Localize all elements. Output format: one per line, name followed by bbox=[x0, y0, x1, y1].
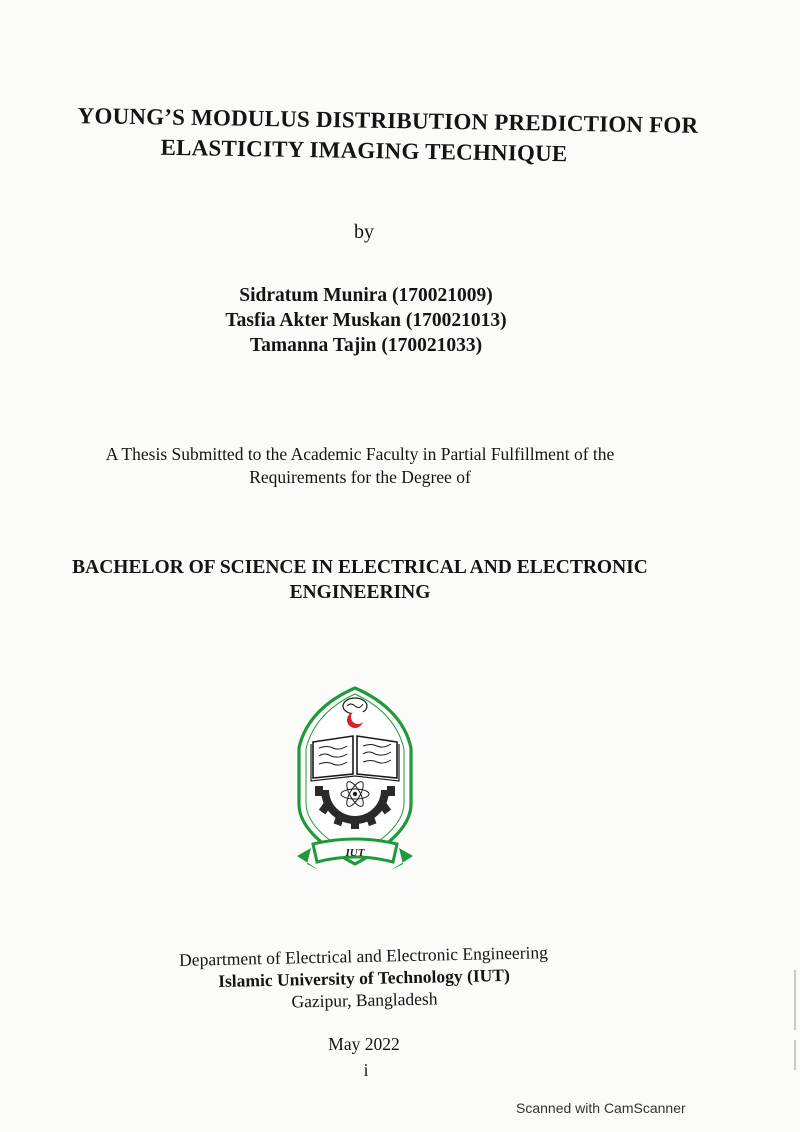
institution-block bbox=[0, 937, 765, 1020]
submission-statement bbox=[0, 443, 760, 489]
thesis-title-line-1: YOUNG’S MODULUS DISTRIBUTION PREDICTION FOR bbox=[77, 103, 699, 138]
submission-date: May 2022 bbox=[328, 1034, 400, 1054]
scanner-watermark: Scanned with CamScanner bbox=[516, 1100, 686, 1116]
submission-line-2: Requirements for the Degree of bbox=[249, 467, 471, 487]
logo-banner-text: IUT bbox=[345, 847, 365, 859]
by-label: by bbox=[354, 221, 374, 243]
author-name: Sidratum Munira (170021009) bbox=[239, 285, 493, 306]
scan-edge-mark bbox=[794, 970, 796, 1030]
thesis-title-line-2: ELASTICITY IMAGING TECHNIQUE bbox=[160, 134, 568, 167]
university-name: Islamic University of Technology (IUT) bbox=[217, 964, 511, 992]
author-name: Tasfia Akter Muskan (170021013) bbox=[225, 310, 507, 331]
degree-line-1: BACHELOR OF SCIENCE IN ELECTRICAL AND ELECTRONIC bbox=[72, 557, 648, 578]
university-location: Gazipur, Bangladesh bbox=[291, 988, 438, 1012]
author-list bbox=[0, 283, 766, 358]
degree-name bbox=[0, 555, 760, 605]
iut-crest-icon bbox=[297, 686, 413, 872]
scan-edge-mark bbox=[794, 1040, 796, 1070]
author-name: Tamanna Tajin (170021033) bbox=[249, 335, 483, 356]
submission-line-1: A Thesis Submitted to the Academic Faculty in Partial Fulfillment of the bbox=[105, 444, 615, 464]
department-name: Department of Electrical and Electronic Engineering bbox=[178, 942, 549, 970]
page-number: i bbox=[363, 1060, 369, 1080]
degree-line-2: ENGINEERING bbox=[289, 582, 431, 603]
